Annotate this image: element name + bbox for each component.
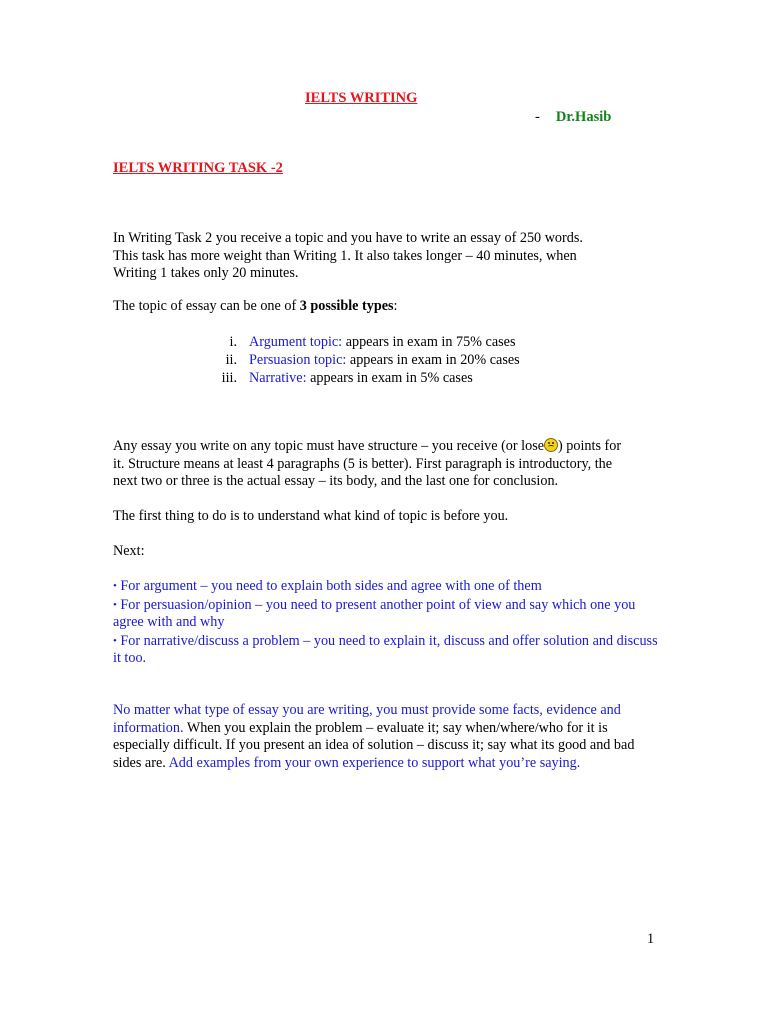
- structure-line-2: it. Structure means at least 4 paragraphs (5 is better). First paragraph is introductory, the: [113, 455, 613, 472]
- bullet-item: [113, 633, 658, 668]
- closing-text-blue-2: Add examples from your own experience to support what you’re saying.: [168, 754, 581, 771]
- list-item-name: Persuasion topic:: [249, 352, 347, 368]
- structure-paragraph: [113, 438, 658, 491]
- author-dash: -: [535, 109, 540, 125]
- bullet-dot: •: [113, 634, 117, 647]
- bullet-list: [113, 578, 658, 669]
- intro-line-1: In Writing Task 2 you receive a topic and you have to write an essay of 250 words.: [113, 230, 583, 246]
- bullet-item: [113, 597, 658, 632]
- closing-text-black: When you explain the problem – evaluate it; say when/where/who for it is especially difficult. If you present an idea of solution – discuss it; say what its good and bad sides are.: [113, 719, 635, 771]
- author-name: Dr.Hasib: [555, 109, 612, 125]
- bullet-text: For narrative/discuss a problem – you need to explain it, discuss and offer solution and discuss it too.: [113, 632, 658, 666]
- list-item: [200, 333, 520, 351]
- closing-text-blue-1: No matter what type of essay you are writing, you must provide some facts, evidence and information.: [113, 702, 621, 736]
- structure-text-1: Any essay you write on any topic must have structure – you receive (or lose: [113, 438, 545, 454]
- list-item: [200, 369, 520, 387]
- structure-text-2: ) points for: [558, 438, 622, 454]
- bullet-dot: •: [113, 598, 117, 611]
- intro-line-2: This task has more weight than Writing 1. It also takes longer – 40 minutes, when: [113, 247, 577, 264]
- sad-face-icon: [544, 438, 558, 452]
- bullet-text: For argument – you need to explain both sides and agree with one of them: [116, 578, 542, 594]
- list-item-desc: appears in exam in 75% cases: [342, 334, 516, 350]
- list-item-number: ii.: [225, 352, 237, 368]
- page-number: 1: [647, 931, 655, 947]
- bullet-text: For persuasion/opinion – you need to present another point of view and say which one you agree with and why: [113, 596, 636, 630]
- structure-line-1: [113, 438, 658, 456]
- structure-line-3: next two or three is the actual essay – its body, and the last one for conclusion.: [113, 473, 559, 489]
- list-item-number: iii.: [221, 370, 237, 386]
- first-thing-paragraph: The first thing to do is to understand what kind of topic is before you.: [113, 508, 509, 524]
- topic-types-list: [200, 333, 520, 387]
- bullet-item: [113, 578, 658, 596]
- list-item-desc: appears in exam in 5% cases: [306, 370, 473, 386]
- bullet-dot: •: [113, 580, 117, 592]
- types-intro-paragraph: [113, 298, 658, 316]
- author-line: [535, 109, 611, 126]
- types-intro-bold: 3 possible types: [299, 298, 394, 314]
- list-item: [200, 351, 520, 369]
- intro-paragraph: [113, 230, 658, 283]
- next-label: Next:: [113, 543, 145, 559]
- list-item-name: Argument topic:: [249, 334, 343, 350]
- intro-line-3: Writing 1 takes only 20 minutes.: [113, 265, 299, 281]
- list-item-name: Narrative:: [249, 370, 307, 386]
- list-item-desc: appears in exam in 20% cases: [346, 352, 520, 368]
- types-intro-colon: :: [393, 298, 398, 314]
- list-item-number: i.: [229, 334, 237, 350]
- closing-paragraph: [113, 702, 658, 772]
- types-intro-text: The topic of essay can be one of: [113, 298, 300, 314]
- document-title: IELTS WRITING: [305, 90, 418, 106]
- section-title: IELTS WRITING TASK -2: [113, 160, 283, 176]
